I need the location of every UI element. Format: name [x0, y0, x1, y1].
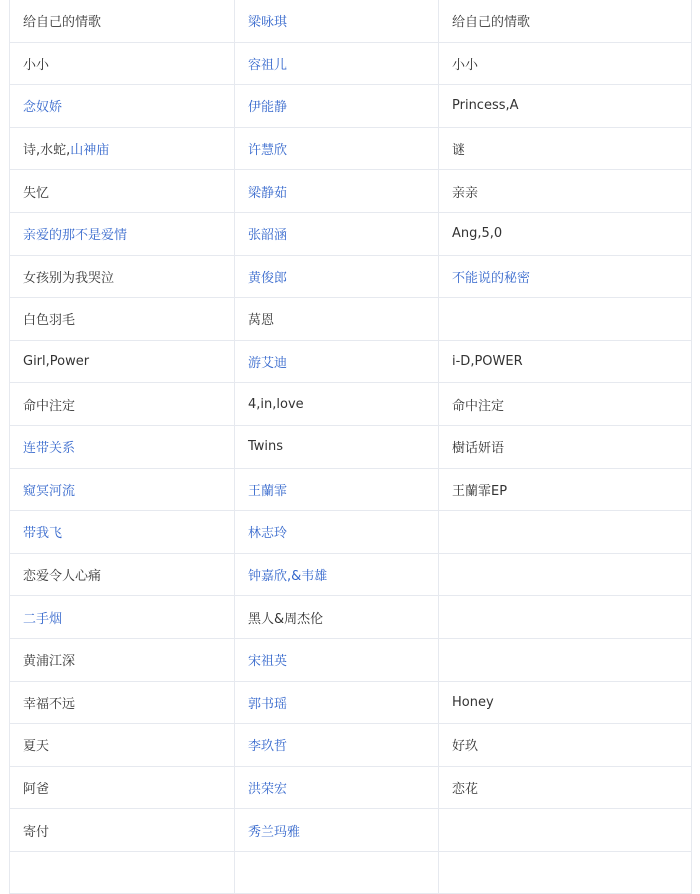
- album-cell: [439, 638, 692, 681]
- song-table: [9, 0, 692, 894]
- song-table-body: [10, 0, 692, 894]
- table-row: [10, 724, 692, 767]
- album-cell: i-D,POWER: [439, 340, 692, 383]
- artist-cell[interactable]: 郭书瑶: [235, 681, 439, 724]
- artist-cell[interactable]: 李玖哲: [235, 724, 439, 767]
- artist-cell[interactable]: 黄俊郎: [235, 255, 439, 298]
- table-row: [10, 468, 692, 511]
- song-title-cell: 夏天: [10, 724, 235, 767]
- album-cell: 小小: [439, 42, 692, 85]
- album-cell: 给自己的情歌: [439, 0, 692, 42]
- table-row: [10, 809, 692, 852]
- artist-cell[interactable]: 伊能静: [235, 85, 439, 128]
- table-row: [10, 170, 692, 213]
- table-row: [10, 340, 692, 383]
- album-cell: [439, 851, 692, 894]
- album-cell: Princess,A: [439, 85, 692, 128]
- table-row: [10, 425, 692, 468]
- album-cell: 命中注定: [439, 383, 692, 426]
- artist-cell[interactable]: 洪荣宏: [235, 766, 439, 809]
- song-title-cell: 女孩别为我哭泣: [10, 255, 235, 298]
- song-title-cell: 给自己的情歌: [10, 0, 235, 42]
- album-cell: [439, 511, 692, 554]
- table-row: [10, 766, 692, 809]
- song-title-cell: 寄付: [10, 809, 235, 852]
- artist-cell[interactable]: 林志玲: [235, 511, 439, 554]
- song-title-cell[interactable]: 念奴娇: [10, 85, 235, 128]
- table-row: [10, 42, 692, 85]
- song-title-cell[interactable]: 窥冥河流: [10, 468, 235, 511]
- table-row: [10, 596, 692, 639]
- table-row: [10, 851, 692, 894]
- album-cell: [439, 553, 692, 596]
- table-row: [10, 553, 692, 596]
- song-title-cell: 黄浦江深: [10, 638, 235, 681]
- song-title-cell[interactable]: 带我飞: [10, 511, 235, 554]
- album-cell: Ang,5,0: [439, 212, 692, 255]
- song-title-cell: [10, 127, 235, 170]
- table-row: [10, 212, 692, 255]
- cell-text: 诗,水蛇,: [23, 143, 71, 159]
- album-cell: 王蘭霏EP: [439, 468, 692, 511]
- album-cell: Honey: [439, 681, 692, 724]
- artist-cell: Twins: [235, 425, 439, 468]
- cell-link[interactable]: 山神庙: [70, 143, 110, 159]
- table-row: [10, 298, 692, 341]
- artist-cell[interactable]: 张韶涵: [235, 212, 439, 255]
- table-row: [10, 383, 692, 426]
- album-cell: [439, 809, 692, 852]
- table-row: [10, 85, 692, 128]
- artist-cell[interactable]: 钟嘉欣,&韦雄: [235, 553, 439, 596]
- table-row: [10, 681, 692, 724]
- song-title-cell: 恋爱令人心痛: [10, 553, 235, 596]
- album-cell: 樹话妍语: [439, 425, 692, 468]
- artist-cell: 莴恩: [235, 298, 439, 341]
- song-title-cell: [10, 851, 235, 894]
- artist-cell[interactable]: 王蘭霏: [235, 468, 439, 511]
- artist-cell: 黑人&周杰伦: [235, 596, 439, 639]
- song-title-cell: 白色羽毛: [10, 298, 235, 341]
- artist-cell[interactable]: 许慧欣: [235, 127, 439, 170]
- album-cell: [439, 596, 692, 639]
- artist-cell[interactable]: 宋祖英: [235, 638, 439, 681]
- song-title-cell: Girl,Power: [10, 340, 235, 383]
- album-cell: 好玖: [439, 724, 692, 767]
- artist-cell[interactable]: 容祖儿: [235, 42, 439, 85]
- artist-cell: [235, 851, 439, 894]
- album-cell: [439, 298, 692, 341]
- artist-cell[interactable]: 梁静茹: [235, 170, 439, 213]
- table-row: [10, 255, 692, 298]
- song-title-cell: 幸福不远: [10, 681, 235, 724]
- album-cell: 恋花: [439, 766, 692, 809]
- table-row: [10, 638, 692, 681]
- song-title-cell[interactable]: 连带关系: [10, 425, 235, 468]
- song-title-cell[interactable]: 二手烟: [10, 596, 235, 639]
- artist-cell[interactable]: 梁咏琪: [235, 0, 439, 42]
- table-row: [10, 127, 692, 170]
- song-title-cell[interactable]: 亲爱的那不是爱情: [10, 212, 235, 255]
- song-title-cell: 命中注定: [10, 383, 235, 426]
- artist-cell[interactable]: 游艾迪: [235, 340, 439, 383]
- album-cell[interactable]: 不能说的秘密: [439, 255, 692, 298]
- song-title-cell: 阿爸: [10, 766, 235, 809]
- table-row: [10, 511, 692, 554]
- album-cell: 亲亲: [439, 170, 692, 213]
- song-title-cell: 失忆: [10, 170, 235, 213]
- song-title-cell: 小小: [10, 42, 235, 85]
- artist-cell[interactable]: 秀兰玛雅: [235, 809, 439, 852]
- album-cell: 谜: [439, 127, 692, 170]
- table-row: [10, 0, 692, 42]
- artist-cell: 4,in,love: [235, 383, 439, 426]
